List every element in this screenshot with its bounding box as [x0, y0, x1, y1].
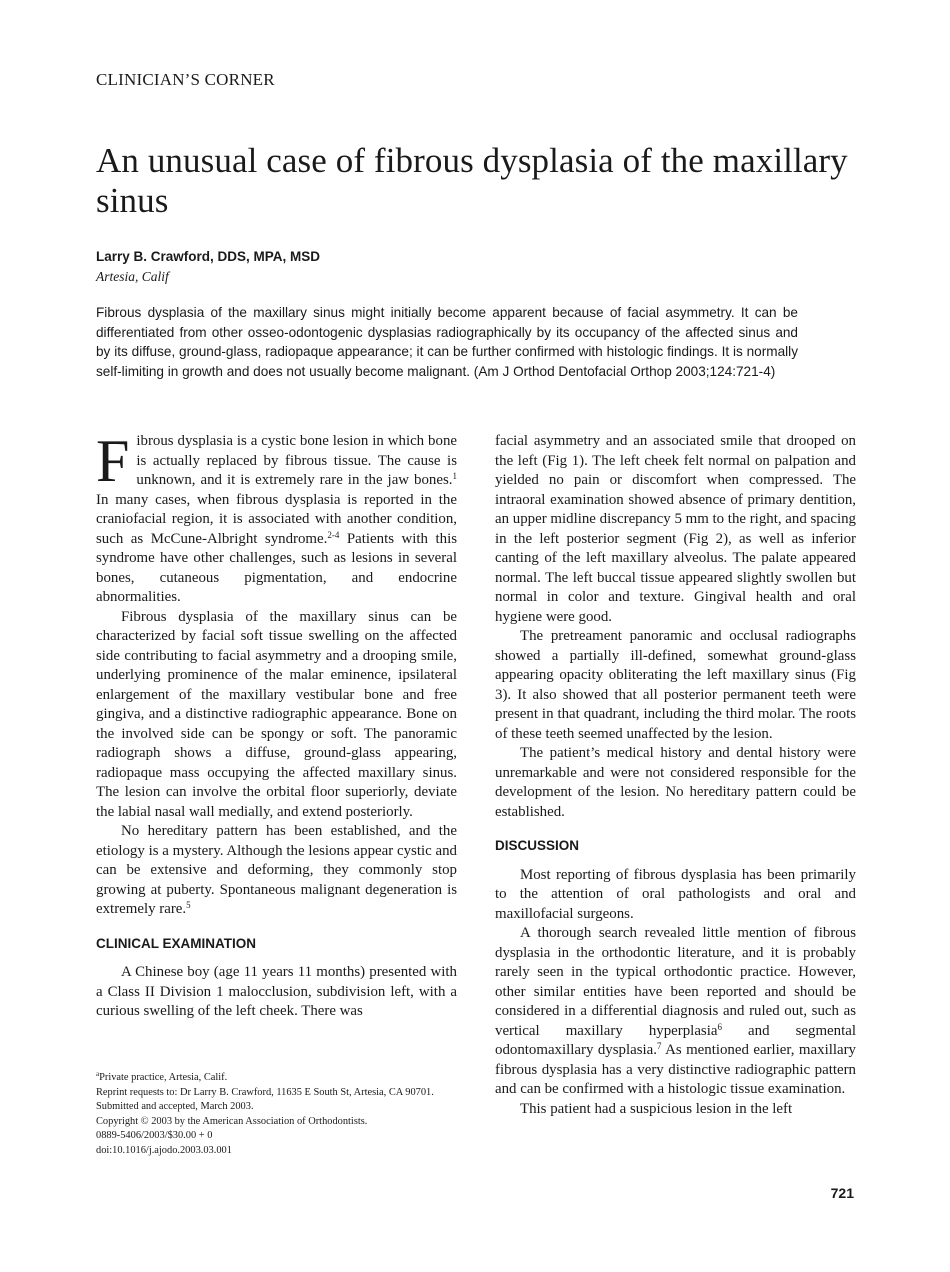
footnote-reprint: Reprint requests to: Dr Larry B. Crawford, 11635 E South St, Artesia, CA 90701.: [96, 1086, 434, 1098]
section-heading-clinical-examination: CLINICAL EXAMINATION: [96, 935, 256, 951]
footnotes: [96, 1071, 457, 1159]
footnote-doi: doi:10.1016/j.ajodo.2003.03.001: [96, 1144, 232, 1156]
author-affiliation: Artesia, Calif: [96, 269, 169, 284]
body-paragraph: Fibrous dysplasia of the maxillary sinus can be characterized by facial soft tissue swelling on the affected side contributing to facial asymmetry and a drooping smile, underlying prominence of the malar eminence, ipsilateral enlargement of the maxillary vestibular bone and free gingiva, and a distinctive radiographic appearance. Bone on the involved side can be spongy or soft. The panoramic radiograph shows a diffuse, ground-glass appearing, radiopaque mass occupying the affected maxillary sinus. The lesion can involve the orbital floor superiorly, deviate the labial nasal wall medially, and extend posteriorly.: [96, 608, 457, 820]
section-label: CLINICIAN’S CORNER: [96, 70, 275, 89]
footnote-affiliation: $^a$Private practice, Artesia, Calif.: [96, 1070, 228, 1083]
author-name: Larry B. Crawford, DDS, MPA, MSD: [96, 249, 321, 264]
footnote-submitted: Submitted and accepted, March 2003.: [96, 1101, 254, 1113]
footnote-issn: 0889-5406/2003/$30.00 + 0: [96, 1130, 213, 1142]
citation-sup: 2-4: [327, 529, 340, 540]
article-title: An unusual case of fibrous dysplasia of the maxillary sinus: [96, 141, 848, 220]
citation-sup: 1: [452, 471, 457, 481]
section-heading-discussion: DISCUSSION: [495, 838, 580, 853]
footnote-marker: a: [96, 1070, 100, 1078]
footnote-copyright: Copyright © 2003 by the American Association of Orthodontists.: [96, 1115, 368, 1127]
drop-cap: F: [96, 428, 130, 494]
body-text: A thorough search revealed little mention of fibrous dysplasia in the orthodontic literature, and it is probably rarely seen in the typical orthodontic practice. However, other similar entities have been reported and should be considered in a differential diagnosis and ruled out, such as vertical maxillary hyperplasia: [495, 925, 856, 1039]
body-text: and segmental odontomaxillary dysplasia.: [495, 1022, 856, 1058]
body-text: As mentioned earlier, maxillary fibrous dysplasia has a very distinctive radiographic pattern and can be confirmed with a histologic tissue examination.: [495, 1042, 856, 1097]
right-column: [495, 432, 856, 1119]
left-column: [96, 428, 458, 1022]
abstract: Fibrous dysplasia of the maxillary sinus might initially become apparent because of facial asymmetry. It can be differentiated from other osseo-odontogenic dysplasias radiographically by its occupancy of the affected sinus and by its diffuse, ground-glass, radiopaque appearance; it can be further confirmed with histologic findings. It is normally self-limiting in growth and does not usually become malignant. (Am J Orthod Dentofacial Orthop 2003;124:721-4): [96, 305, 798, 379]
body-paragraph: The pretreament panoramic and occlusal radiographs showed a partially ill-defined, somewhat ground-glass appearing opacity obliterating the left maxillary sinus (Fig 3). It also showed that all posterior permanent teeth were present in that quadrant, including the third molar. The roots of these teeth seemed unaffected by the lesion.: [495, 628, 856, 742]
body-paragraph: Most reporting of fibrous dysplasia has been primarily to the attention of oral pathologists and oral and maxillofacial surgeons.: [495, 866, 856, 922]
intro-paragraph: [96, 428, 458, 608]
citation-sup: 5: [186, 900, 191, 910]
body-paragraph: This patient had a suspicious lesion in the left: [520, 1100, 793, 1117]
body-paragraph: facial asymmetry and an associated smile that drooped on the left (Fig 1). The left cheek felt normal on palpation and yielded no pain or discomfort when compressed. The intraoral examination showed absence of primary dentition, an upper midline discrepancy 5 mm to the right, and spacing in the left posterior segment (Fig 2), as well as inferior canting of the left maxillary alveolus. The palate appeared normal. The left buccal tissue appeared slightly swollen but normal in color and texture. Gingival health and oral hygiene were good.: [495, 433, 857, 625]
citation-sup: 6: [717, 1021, 722, 1032]
intro-text-a: ibrous dysplasia is a cystic bone lesion in which bone is actually replaced by fibrous tissue. The cause is unknown, and it is extremely rare in the jaw bones.: [136, 433, 457, 488]
intro-text-c: Patients with this syndrome have other challenges, such as lesions in several bones, cutaneous pigmentation, and endocrine abnormalities.: [96, 530, 458, 605]
body-paragraph: [495, 924, 856, 1100]
body-paragraph: A Chinese boy (age 11 years 11 months) presented with a Class II Division 1 malocclusion, subdivision left, with a curious swelling of the left cheek. There was: [96, 964, 457, 1019]
citation-sup: 7: [657, 1041, 662, 1051]
page-number: 721: [830, 1185, 854, 1201]
body-paragraph: [96, 822, 457, 920]
body-text: No hereditary pattern has been established, and the etiology is a mystery. Although the lesions appear cystic and can be extensive and deforming, they commonly stop growing at puberty. Spontaneous malignant degeneration is extremely rare.: [96, 823, 457, 917]
body-paragraph: The patient’s medical history and dental history were unremarkable and were not considered responsible for the development of the lesion. No hereditary pattern could be established.: [495, 745, 856, 820]
intro-text-b: In many cases, when fibrous dysplasia is reported in the craniofacial region, it is associated with another condition, such as McCune-Albright syndrome.: [96, 491, 457, 547]
